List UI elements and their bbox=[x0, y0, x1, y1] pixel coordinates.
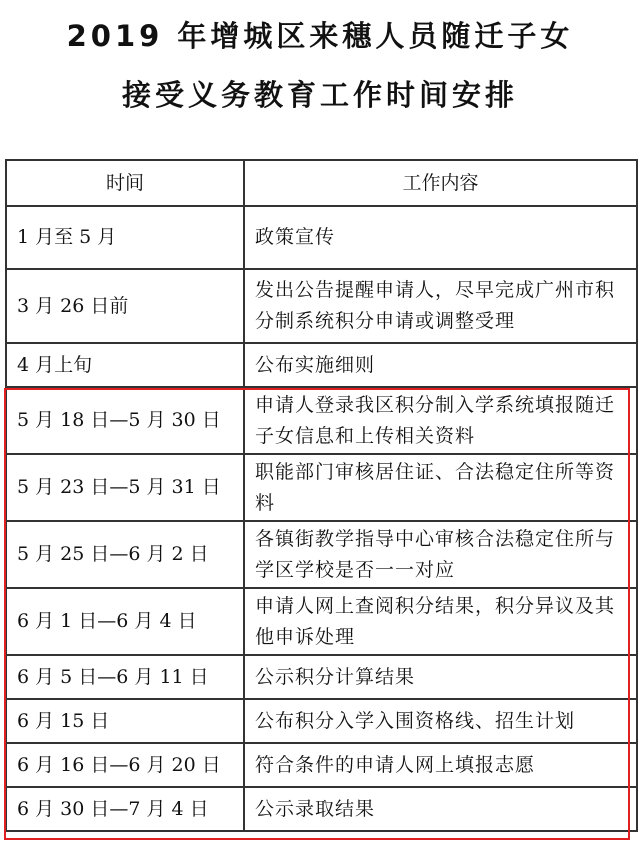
time-cell: 5 月 18 日—5 月 30 日 bbox=[6, 387, 244, 454]
document-title-line-2: 接受义务教育工作时间安排 bbox=[121, 78, 518, 112]
table-header-row bbox=[6, 160, 637, 206]
table-row bbox=[6, 343, 637, 387]
table-row bbox=[6, 787, 637, 831]
table-row bbox=[6, 743, 637, 787]
time-cell: 5 月 25 日—6 月 2 日 bbox=[6, 521, 244, 588]
time-cell: 4 月上旬 bbox=[6, 343, 244, 387]
content-cell: 公布积分入学入围资格线、招生计划 bbox=[244, 699, 637, 743]
time-cell: 3 月 26 日前 bbox=[6, 269, 244, 343]
content-cell: 符合条件的申请人网上填报志愿 bbox=[244, 743, 637, 787]
table-row bbox=[6, 269, 637, 343]
table-row bbox=[6, 387, 637, 454]
content-cell: 各镇街教学指导中心审核合法稳定住所与学区学校是否一一对应 bbox=[244, 521, 637, 588]
content-cell: 公示积分计算结果 bbox=[244, 655, 637, 699]
time-cell: 6 月 15 日 bbox=[6, 699, 244, 743]
content-cell: 职能部门审核居住证、合法稳定住所等资料 bbox=[244, 454, 637, 521]
content-cell: 申请人网上查阅积分结果，积分异议及其他申诉处理 bbox=[244, 588, 637, 655]
time-cell: 1 月至 5 月 bbox=[6, 206, 244, 269]
table-row bbox=[6, 699, 637, 743]
table-row bbox=[6, 655, 637, 699]
content-cell: 申请人登录我区积分制入学系统填报随迁子女信息和上传相关资料 bbox=[244, 387, 637, 454]
time-cell: 6 月 16 日—6 月 20 日 bbox=[6, 743, 244, 787]
content-cell: 政策宣传 bbox=[244, 206, 637, 269]
header-content: 工作内容 bbox=[244, 160, 637, 206]
time-cell: 6 月 30 日—7 月 4 日 bbox=[6, 787, 244, 831]
table-row bbox=[6, 521, 637, 588]
schedule-table bbox=[5, 159, 638, 832]
time-cell: 6 月 5 日—6 月 11 日 bbox=[6, 655, 244, 699]
document-title-line-1: 2019 年增城区来穗人员随迁子女 bbox=[66, 19, 574, 53]
header-time: 时间 bbox=[6, 160, 244, 206]
content-cell: 发出公告提醒申请人，尽早完成广州市积分制系统积分申请或调整受理 bbox=[244, 269, 637, 343]
time-cell: 5 月 23 日—5 月 31 日 bbox=[6, 454, 244, 521]
content-cell: 公布实施细则 bbox=[244, 343, 637, 387]
table-row bbox=[6, 206, 637, 269]
time-cell: 6 月 1 日—6 月 4 日 bbox=[6, 588, 244, 655]
table-row bbox=[6, 588, 637, 655]
table-row bbox=[6, 454, 637, 521]
content-cell: 公示录取结果 bbox=[244, 787, 637, 831]
